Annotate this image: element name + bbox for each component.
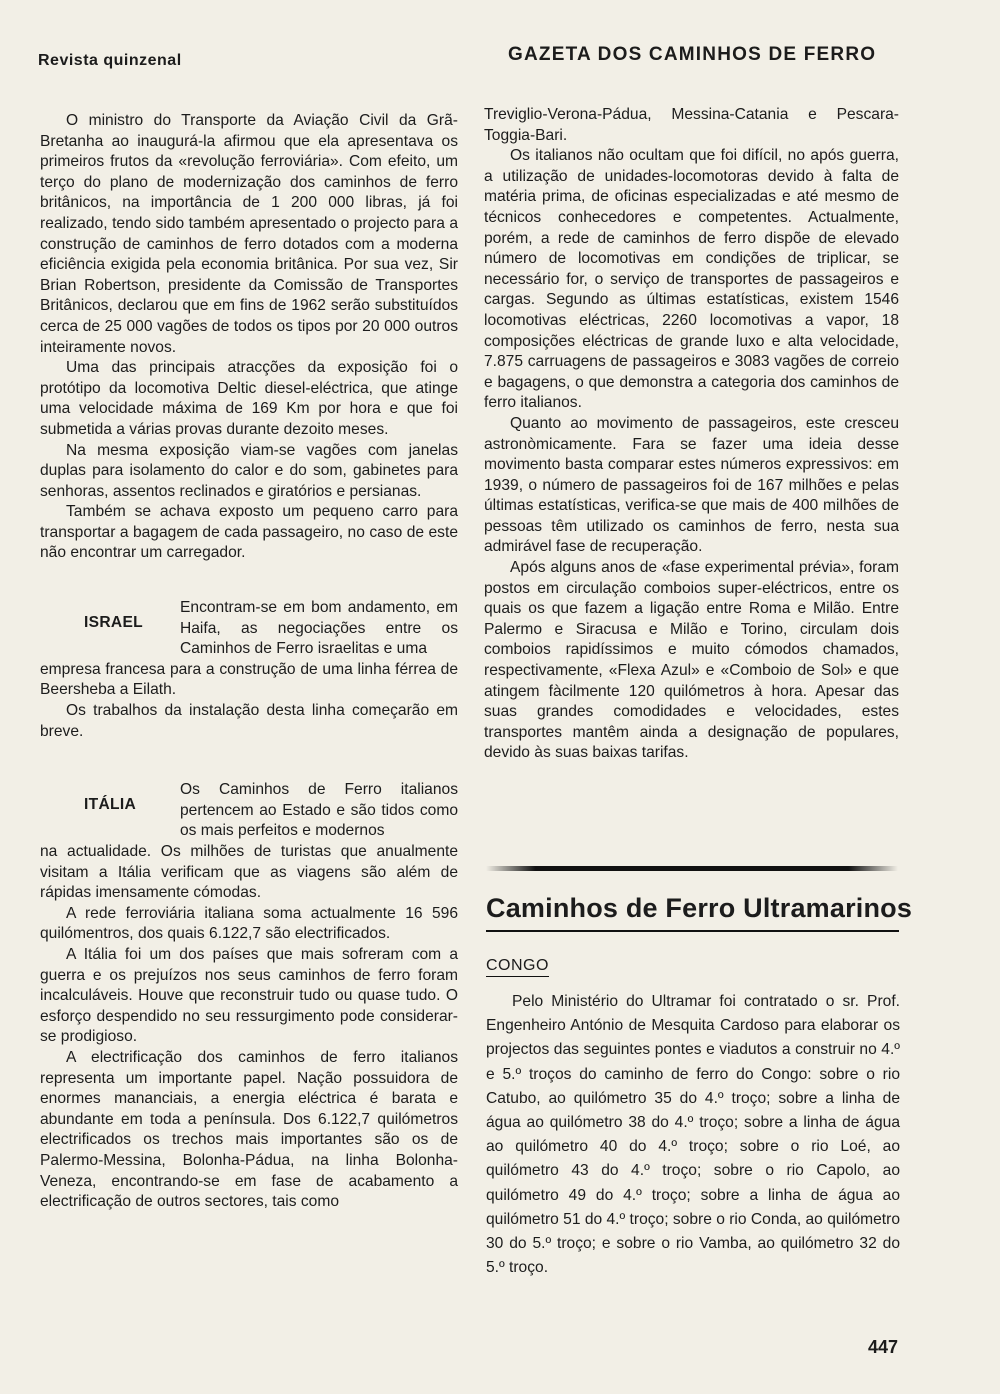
- page-number: 447: [868, 1337, 899, 1357]
- section-divider: [486, 866, 898, 871]
- spacer: [40, 564, 458, 598]
- title-underline: [486, 930, 899, 932]
- paragraph: Os italianos não ocultam que foi difícil, no após guerra, a utilização de unidades-locomotoras devido à falta de matéria prima, de oficinas especializadas e até mesmo de técnicos conhecedores e competentes. Actualmente, porém, a rede de caminhos de ferro dispõe de elevado número de locomotivas em condições de triplicar, se necessário for, o serviço de transportes de passageiros e cargas. Segundo as últimas estatísticas, existem 1546 locomotivas eléctricas, 2260 locomotivas a vapor, 18 composições eléctricas de grande luxo e alta velocidade, 7.875 carruagens de passageiros e 3083 vagões de correio e bagagens, o que demonstra a categoria dos caminhos de ferro italianos.: [484, 147, 899, 412]
- section-title: Caminhos de Ferro Ultramarinos: [486, 893, 913, 923]
- paragraph: Na mesma exposição viam-se vagões com janelas duplas para isolamento do calor e do som, gabinetes para senhoras, assentos reclinados e giratórios e persianas.: [40, 441, 458, 500]
- congo-subheading: CONGO: [486, 957, 549, 977]
- paragraph: empresa francesa para a construção de uma linha férrea de Beersheba a Eilath.: [40, 660, 458, 699]
- spacer: [40, 742, 458, 780]
- paragraph: A rede ferroviária italiana soma actualmente 16 596 quilómentros, dos quais 6.122,7 são electrificados.: [40, 904, 458, 943]
- paragraph: Após alguns anos de «fase experimental prévia», foram postos em circulação comboios super-eléctricos, entre os quais os que fazem a ligação entre Roma e Milão. Entre Palermo e Siracusa e Milão e Torino, circulam dois comboios rapidíssimos e muito cómodos chamados, respectivamente, «Flexa Azul» e «Comboio de Sol» e que atingem fàcilmente 120 quilómetros à hora. Apesar das suas grandes comodidades e velocidades, estes transportes mantêm ainda a designação de populares, devido às suas baixas tarifas.: [484, 559, 899, 762]
- paragraph: Também se achava exposto um pequeno carro para transportar a bagagem de cada passageiro, no caso de este não encontrar um carregador.: [40, 503, 458, 562]
- paragraph: A Itália foi um dos países que mais sofreram com a guerra e os prejuízos nos seus caminhos de ferro foram incalculáveis. Houve que reconstruir tudo ou quase tudo. O esforço despendido no seu ressurgimento pode considerar-se prodigioso.: [40, 945, 458, 1046]
- italia-block: [40, 780, 458, 842]
- israel-heading: ISRAEL: [84, 614, 143, 632]
- paragraph: O ministro do Transporte da Aviação Civil da Grã-Bretanha ao inaugurá-la afirmou que ela apresentava os primeiros frutos da «revolução ferroviária». Com efeito, um terço do plano de modernização dos caminhos de ferro britânicos, na importância de 1 200 000 libras, já foi realizado, tendo sido também apresentado o projecto para a construção de caminhos de ferro dotados com a moderna eficiência exigida pela economia britânica. Por sua vez, Sir Brian Robertson, presidente da Comissão de Transportes Britânicos, declarou que em fins de 1962 serão substituídos cerca de 25 000 vagões de todos os tipos por 20 000 outros inteiramente novos.: [40, 112, 458, 356]
- israel-block: [40, 598, 458, 660]
- italia-continuation: [40, 842, 458, 1213]
- header-left-title: Revista quinzenal: [38, 52, 182, 69]
- israel-continuation: [40, 660, 458, 742]
- paragraph: Quanto ao movimento de passageiros, este cresceu astronòmicamente. Fara se fazer uma ideia desse movimento basta comparar estes números expressivos: em 1939, o número de passageiros foi de 167 milhões e pelas últimas estatísticas, verifica-se que mais de 400 milhões de pessoas têm utilizado os caminhos de ferro, nesta sua admirável fase de recuperação.: [484, 414, 899, 556]
- paragraph: Treviglio-Verona-Pádua, Messina-Catania e Pescara-Toggia-Bari.: [484, 106, 899, 144]
- paragraph: Os trabalhos da instalação desta linha começarão em breve.: [40, 702, 458, 740]
- right-column: [484, 105, 899, 764]
- congo-column: [486, 990, 900, 1280]
- paragraph: Uma das principais atracções da exposição foi o protótipo da locomotiva Deltic diesel-eléctrica, que atinge uma velocidade máxima de 169 Km por hora e que foi submetida a várias provas durante dezoito meses.: [40, 359, 458, 438]
- italia-side-text: Os Caminhos de Ferro italianos pertencem ao Estado e são tidos como os mais perfeitos e modernos: [180, 781, 458, 840]
- left-column: [40, 111, 458, 1213]
- paragraph: Pelo Ministério do Ultramar foi contratado o sr. Prof. Engenheiro António de Mesquita Cardoso para elaborar os projectos das seguintes pontes e viadutos a construir no 4.º e 5.º troços do caminho de ferro do Congo: sobre o rio Catubo, ao quilómetro 35 do 4.º troço; sobre a linha de água ao quilómetro 38 do 4.º troço; sobre a linha de água ao quilómetro 40 do 4.º troço; sobre o rio Loé, ao quilómetro 43 do 4.º troço; sobre o rio Capolo, ao quilómetro 49 do 4.º troço; sobre a linha de água ao quilómetro 51 do 4.º troço; sobre o rio Conda, ao quilómetro 30 do 5.º troço; e sobre o rio Vamba, ao quilómetro 32 do 5.º troço.: [486, 993, 900, 1277]
- italia-heading: ITÁLIA: [84, 796, 137, 814]
- israel-side-text: Encontram-se em bom andamento, em Haifa, as negociações entre os Caminhos de Ferro israelitas e uma: [180, 599, 458, 658]
- header-magazine-title: GAZETA DOS CAMINHOS DE FERRO: [508, 44, 877, 65]
- paragraph: na actualidade. Os milhões de turistas que anualmente visitam a Itália verificam que as viagens são além de rápidas imensamente cómodas.: [40, 843, 458, 902]
- paragraph: A electrificação dos caminhos de ferro italianos representa um importante papel. Nação possuidora de enormes mananciais, a energia eléctrica é barata e abundante em toda a península. Dos 6.122,7 quilómetros electrificados os trechos mais importantes são os de Palermo-Messina, Bolonha-Pádua, na linha Bolonha-Veneza, encontrando-se em fase de acabamento a electrificação de outros sectores, tais como: [40, 1048, 458, 1211]
